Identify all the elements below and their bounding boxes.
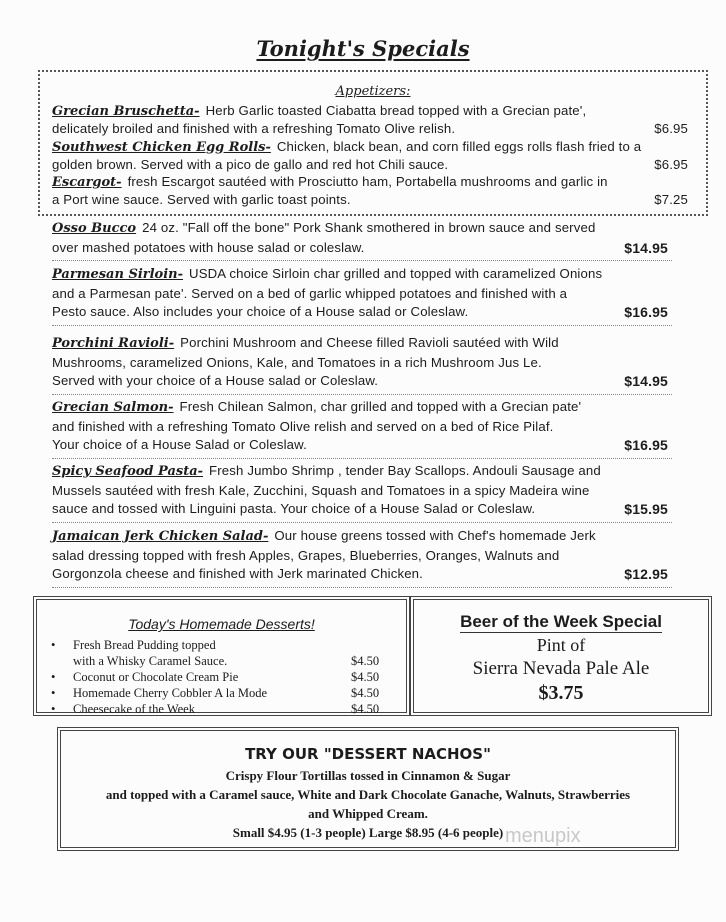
beer-line1: Pint of [536,635,586,655]
appetizer-text [52,138,641,156]
appetizer-line [52,138,688,156]
entry-name: Parmesan Sirloin- [52,267,184,282]
entry-description: Porchini Mushroom and Cheese filled Ravioli sautéed with Wild [180,335,559,350]
entry-description: Gorgonzola cheese and finished with Jerk marinated Chicken. [52,566,423,582]
appetizer-text [52,120,455,137]
entry-name: Jamaican Jerk Chicken Salad- [52,529,269,544]
appetizer-description: a Port wine sauce. Served with garlic toast points. [52,192,351,208]
appetizer-line [52,156,688,173]
appetizer-line [52,102,688,120]
appetizer-name: Escargot- [52,175,122,191]
appetizer-text [52,173,608,191]
menu-entry [52,265,668,322]
appetizer-price: $6.95 [654,121,688,137]
entry-text [52,462,601,482]
appetizer-name: Southwest Chicken Egg Rolls- [52,139,271,155]
entry-line [52,303,668,322]
beer-price: $3.75 [538,682,584,704]
nachos-prices: Small $4.95 (1-3 people) Large $8.95 (4-6 people) [232,825,504,840]
appetizers-heading: Appetizers: [335,84,411,99]
appetizer-line [52,120,688,137]
entry-line [52,436,668,455]
entry-description: Mussels sautéed with fresh Kale, Zucchini, Squash and Tomatoes in a spicy Madeira wine [52,482,590,498]
entry-text [52,527,596,547]
entry-line [52,547,668,566]
entry-text [52,219,595,239]
dessert-price: $4.50 [351,670,380,684]
entry-line [52,285,668,304]
dessert-item [51,686,391,701]
entry-text [52,239,364,258]
entry-price: $14.95 [624,239,668,256]
entry-description: over mashed potatoes with house salad or coleslaw. [52,239,365,255]
menu-entry [52,398,668,455]
dessert-name: Homemade Cherry Cobbler A la Mode [73,686,268,700]
appetizer-line [52,191,688,208]
appetizer-name: Grecian Bruschetta- [52,104,200,119]
entry-text [52,436,307,455]
entry-name: Osso Bucco [52,221,137,236]
entry-description: and a Parmesan pate'. Served on a bed of garlic whipped potatoes and finished with a [52,285,568,301]
dessert-item [51,670,391,685]
entry-description: Fresh Chilean Salmon, char grilled and topped with a Grecian pate' [179,399,582,414]
entry-description: 24 oz. "Fall off the bone" Pork Shank smothered in brown sauce and served [142,220,596,235]
bullet-icon [51,654,73,669]
entry-line [52,239,668,258]
entry-price: $16.95 [624,304,668,321]
appetizer-list [52,102,688,209]
dessert-name: Fresh Bread Pudding topped [73,638,216,652]
entry-name: Grecian Salmon- [52,400,174,415]
entry-price: $12.95 [624,566,668,583]
dessert-name: Coconut or Chocolate Cream Pie [73,670,239,684]
dessert-price: $4.50 [351,654,380,668]
menu-entry [52,334,668,391]
entry-line [52,527,668,547]
entry-text [52,482,590,501]
dessert-price [351,638,391,653]
entry-text [52,565,423,584]
entry-text [52,372,378,391]
entry-text [52,398,581,418]
entry-text [52,285,567,304]
menu-entry [52,527,668,584]
entry-line [52,500,668,519]
entry-line [52,418,668,437]
divider [52,522,672,523]
entry-description: Your choice of a House Salad or Coleslaw. [52,437,307,453]
entry-description: Pesto sauce. Also includes your choice of a House salad or Coleslaw. [52,304,469,320]
menu-entry [52,219,668,257]
desserts-heading: Today's Homemade Desserts! [128,616,315,632]
entry-text [52,303,468,322]
entry-line [52,265,668,285]
bullet-icon: • [51,638,56,652]
appetizer-description: Chicken, black bean, and corn filled eggs rolls flash fried to a [276,138,642,154]
appetizer-text [52,156,448,173]
entry-line [52,565,668,584]
bullet-icon: • [51,670,56,684]
divider [52,458,672,459]
entry-name: Porchini Ravioli- [52,336,175,351]
entry-line [52,372,668,391]
dessert-name: with a Whisky Caramel Sauce. [73,654,228,668]
entry-description: Served with your choice of a House salad or Coleslaw. [52,373,379,389]
menu-entry [52,462,668,519]
entry-text [52,334,559,354]
dessert-item [51,638,391,653]
entry-line [52,354,668,373]
entry-price: $15.95 [624,501,668,518]
entry-text [52,418,553,437]
divider [52,394,672,395]
watermark: menupix [505,825,581,847]
appetizers-box [38,70,708,216]
appetizer-description: delicately broiled and finished with a refreshing Tomato Olive relish. [52,121,456,137]
page-title: Tonight's Specials [256,36,470,61]
appetizer-description: Herb Garlic toasted Ciabatta bread topped with a Grecian pate', [205,103,587,118]
entry-text [52,500,535,519]
entry-line [52,219,668,239]
entry-line [52,482,668,501]
entry-line [52,334,668,354]
appetizer-text [52,102,586,120]
entry-description: USDA choice Sirloin char grilled and topped with caramelized Onions [189,266,603,281]
entry-description: and finished with a refreshing Tomato Olive relish and served on a bed of Rice Pilaf. [52,418,554,434]
bullet-icon: • [51,686,56,700]
entry-line [52,462,668,482]
entry-name: Spicy Seafood Pasta- [52,464,204,479]
entry-price: $16.95 [624,437,668,454]
beer-name: Sierra Nevada Pale Ale [472,658,650,679]
beer-heading: Beer of the Week Special [460,612,662,631]
entry-description: Mushrooms, caramelized Onions, Kale, and Tomatoes in a rich Mushroom Jus Le. [52,354,542,370]
nachos-heading: TRY OUR "DESSERT NACHOS" [245,745,491,763]
appetizer-price: $6.95 [654,156,688,172]
entry-line [52,398,668,418]
dessert-item [51,702,391,717]
bullet-icon: • [51,702,56,716]
dessert-price: $4.50 [351,702,380,716]
entry-text [52,354,542,373]
appetizer-description: golden brown. Served with a pico de gallo and red hot Chili sauce. [52,156,449,172]
desserts-box [33,596,410,716]
appetizer-price: $7.25 [654,192,688,208]
divider [52,325,672,326]
nachos-line3: and Whipped Cream. [308,806,428,821]
nachos-line1: Crispy Flour Tortillas tossed in Cinnamon & Sugar [225,768,511,783]
beer-special-box [410,596,712,716]
entry-description: Fresh Jumbo Shrimp , tender Bay Scallops. Andouli Sausage and [209,463,601,478]
dessert-item [51,654,391,669]
entry-description: sauce and tossed with Linguini pasta. Your choice of a House Salad or Coleslaw. [52,501,536,517]
nachos-line2: and topped with a Caramel sauce, White and Dark Chocolate Ganache, Walnuts, Strawberries [105,787,631,802]
dessert-nachos-box [57,727,679,851]
appetizer-text [52,191,351,208]
entry-text [52,265,602,285]
entry-description: Our house greens tossed with Chef's homemade Jerk [274,528,596,543]
appetizer-line [52,173,688,191]
entry-price: $14.95 [624,373,668,390]
dessert-name: Cheesecake of the Week [73,702,195,716]
dessert-price: $4.50 [351,686,380,700]
divider [52,587,672,588]
divider [52,260,672,261]
entry-description: salad dressing topped with fresh Apples, Grapes, Blueberries, Oranges, Walnuts and [52,547,560,563]
appetizer-description: fresh Escargot sautéed with Prosciutto ham, Portabella mushrooms and garlic in [127,174,608,190]
entry-text [52,547,559,566]
